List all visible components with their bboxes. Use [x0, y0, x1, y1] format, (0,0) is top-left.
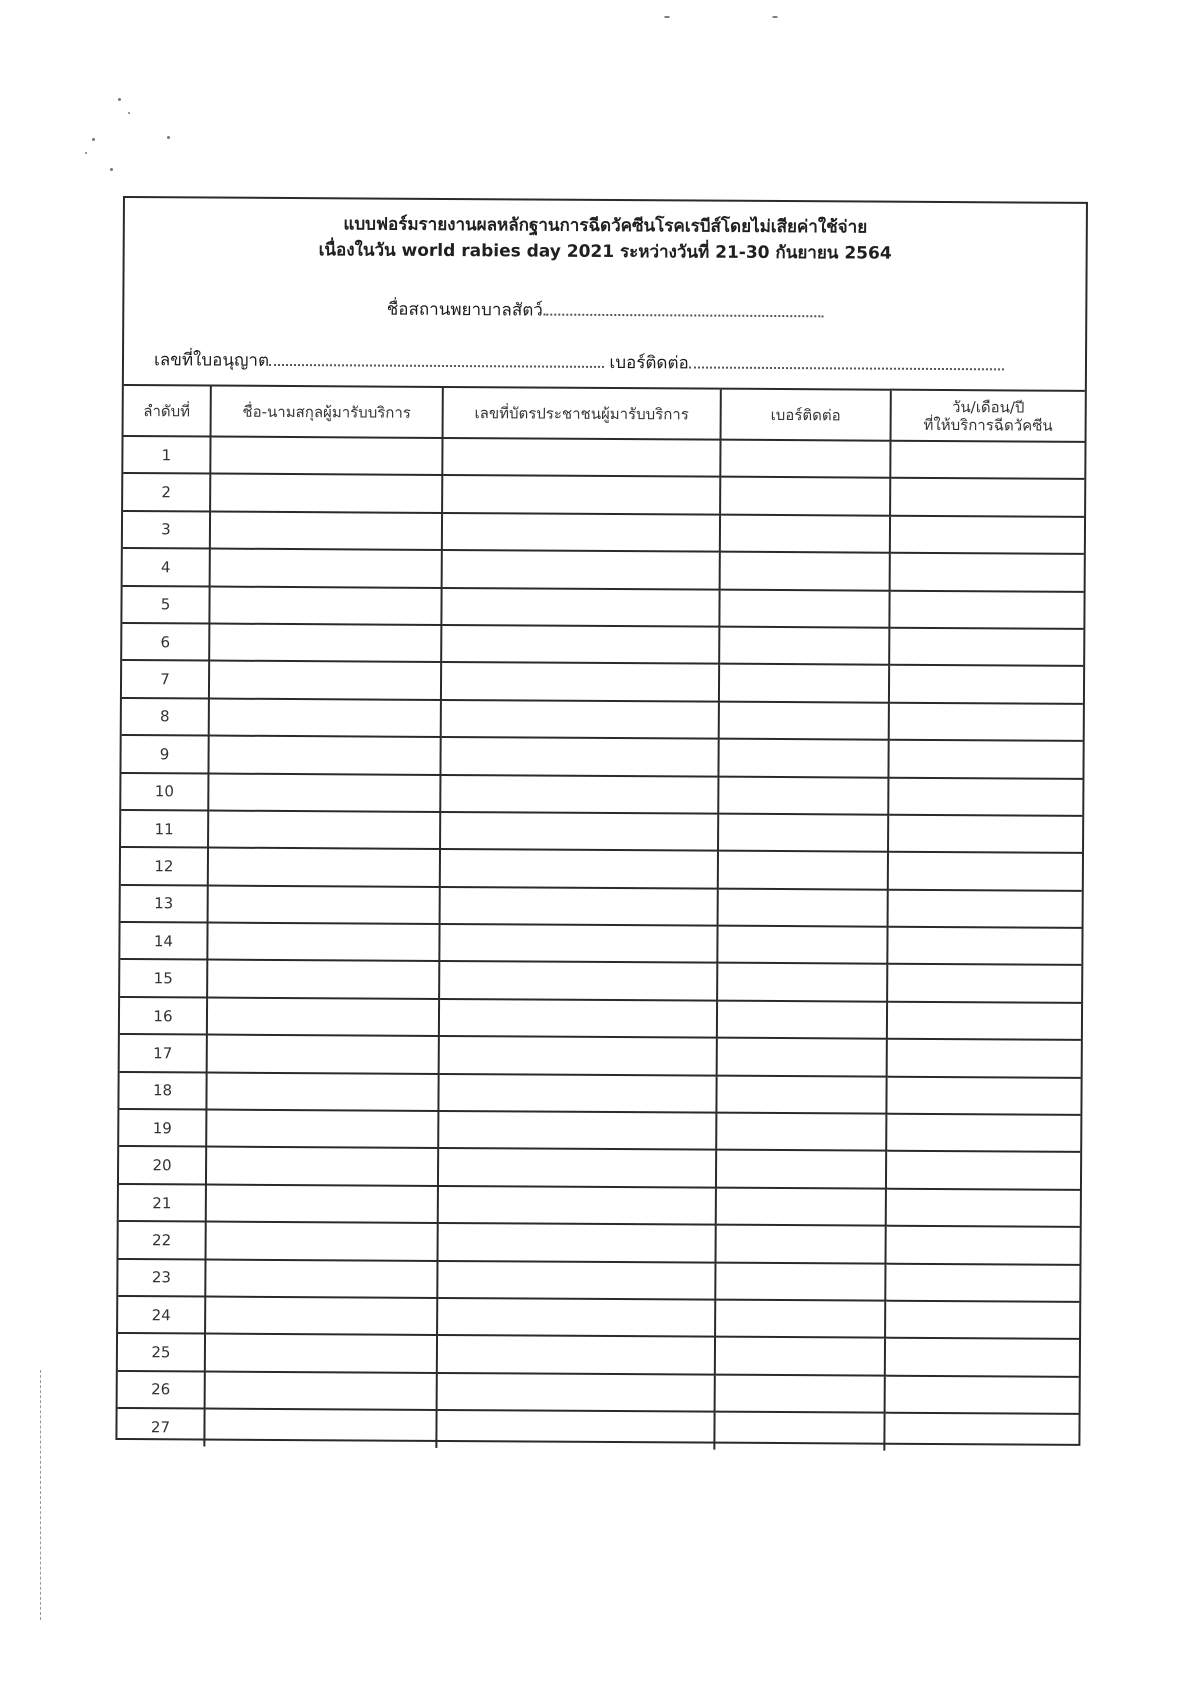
table-row [123, 473, 1084, 516]
hospital-name-field[interactable] [124, 294, 1085, 327]
table-row [118, 1333, 1079, 1376]
form-header [124, 198, 1086, 392]
phone-cell[interactable] [720, 552, 890, 590]
id-card-cell[interactable] [441, 700, 719, 739]
row-number: 8 [122, 698, 209, 736]
table-row [118, 1371, 1079, 1414]
row-number: 19 [119, 1109, 206, 1147]
row-number: 16 [120, 997, 207, 1035]
name-cell[interactable] [210, 549, 442, 588]
scan-speck [167, 136, 170, 139]
name-cell[interactable] [204, 1409, 436, 1448]
id-card-cell[interactable] [441, 625, 719, 664]
id-card-cell[interactable] [437, 1335, 715, 1374]
id-card-cell[interactable] [437, 1298, 715, 1337]
row-number: 15 [120, 959, 207, 997]
row-number: 20 [119, 1146, 206, 1184]
phone-cell[interactable] [718, 888, 888, 926]
id-card-cell[interactable] [442, 550, 720, 589]
date-cell[interactable] [890, 478, 1084, 517]
row-number: 23 [118, 1259, 205, 1297]
name-cell[interactable] [210, 437, 442, 476]
table-row [120, 959, 1081, 1002]
hospital-name-blank[interactable] [543, 300, 823, 318]
table-row [119, 1072, 1080, 1115]
license-phone-line [154, 346, 1055, 379]
id-card-cell[interactable] [439, 1036, 717, 1075]
id-card-cell[interactable] [438, 1148, 716, 1187]
name-cell[interactable] [206, 1222, 438, 1261]
table-header-row [124, 386, 1085, 442]
scan-edge-mark [40, 1370, 42, 1620]
row-number: 21 [119, 1184, 206, 1222]
form-title-line1: แบบฟอร์มรายงานผลหลักฐานการฉีดวัคซีนโรคเรบีส์โดยไม่เสียค่าใช้จ่าย [343, 214, 868, 238]
table-row [121, 885, 1082, 928]
date-cell[interactable] [885, 1263, 1079, 1302]
name-cell[interactable] [206, 1110, 438, 1149]
scan-speck [772, 16, 778, 18]
header-date [891, 391, 1085, 442]
date-cell[interactable] [885, 1338, 1079, 1377]
name-cell[interactable] [208, 736, 440, 775]
phone-cell[interactable] [719, 627, 889, 665]
form-title-line2: เนื่องในวัน world rabies day 2021 ระหว่างวันที่ 21-30 กันยายน 2564 [318, 240, 892, 264]
phone-cell[interactable] [716, 1187, 886, 1225]
name-cell[interactable] [206, 1072, 438, 1111]
table-row [123, 548, 1084, 591]
row-number: 6 [122, 623, 209, 661]
row-number: 3 [123, 511, 210, 549]
header-id-card: เลขที่บัตรประชาชนผู้มารับบริการ [443, 388, 721, 440]
table-row [117, 1408, 1078, 1451]
row-number: 2 [123, 473, 210, 511]
name-cell[interactable] [209, 623, 441, 662]
phone-label: เบอร์ติดต่อ [609, 352, 689, 374]
row-number: 13 [121, 885, 208, 923]
name-cell[interactable] [206, 1147, 438, 1186]
id-card-cell[interactable] [437, 1373, 715, 1412]
row-number: 12 [121, 847, 208, 885]
table-row [120, 1034, 1081, 1077]
id-card-cell[interactable] [440, 887, 718, 926]
name-cell[interactable] [209, 698, 441, 737]
phone-cell[interactable] [717, 1001, 887, 1039]
date-cell[interactable] [886, 1188, 1080, 1227]
phone-cell[interactable] [715, 1300, 885, 1338]
id-card-cell[interactable] [442, 475, 720, 514]
id-card-cell[interactable] [439, 961, 717, 1000]
table-row [123, 436, 1084, 479]
id-card-cell[interactable] [438, 1111, 716, 1150]
vaccination-table [117, 386, 1084, 1451]
row-number: 14 [120, 922, 207, 960]
date-cell[interactable] [889, 628, 1083, 667]
scan-speck [128, 112, 130, 114]
id-card-cell[interactable] [438, 1186, 716, 1225]
name-cell[interactable] [208, 848, 440, 887]
phone-cell[interactable] [718, 739, 888, 777]
row-number: 5 [122, 586, 209, 624]
header-date-line2: ที่ให้บริการฉีดวัคซีน [923, 415, 1053, 435]
table-row [119, 1184, 1080, 1227]
id-card-cell[interactable] [438, 1223, 716, 1262]
phone-cell[interactable] [720, 514, 890, 552]
id-card-cell[interactable] [442, 513, 720, 552]
scan-speck [92, 138, 95, 141]
table-row [122, 698, 1083, 741]
row-number: 17 [120, 1034, 207, 1072]
table-row [121, 810, 1082, 853]
name-cell[interactable] [209, 661, 441, 700]
table-row [121, 735, 1082, 778]
table-row [119, 1109, 1080, 1152]
phone-cell[interactable] [716, 1075, 886, 1113]
row-number: 25 [118, 1333, 205, 1371]
date-cell[interactable] [888, 740, 1082, 779]
phone-cell[interactable] [715, 1225, 885, 1263]
phone-cell[interactable] [715, 1374, 885, 1412]
date-cell[interactable] [886, 1151, 1080, 1190]
row-number: 11 [121, 810, 208, 848]
rabies-report-form [115, 196, 1088, 1446]
date-cell[interactable] [886, 1114, 1080, 1153]
name-cell[interactable] [210, 511, 442, 550]
row-number: 24 [118, 1296, 205, 1334]
phone-cell[interactable] [714, 1412, 884, 1450]
date-cell[interactable] [889, 590, 1083, 629]
table-row [119, 1146, 1080, 1189]
date-cell[interactable] [890, 553, 1084, 592]
license-blank[interactable] [269, 350, 604, 368]
row-number: 18 [119, 1072, 206, 1110]
header-no: ลำดับที่ [124, 386, 211, 437]
name-cell[interactable] [207, 997, 439, 1036]
scan-speck [118, 98, 121, 101]
id-card-cell[interactable] [440, 737, 718, 776]
table-row [120, 922, 1081, 965]
phone-cell[interactable] [717, 963, 887, 1001]
name-cell[interactable] [210, 474, 442, 513]
name-cell[interactable] [207, 1035, 439, 1074]
license-label: เลขที่ใบอนุญาต [153, 350, 270, 371]
name-cell[interactable] [205, 1334, 437, 1373]
date-cell[interactable] [890, 441, 1084, 480]
phone-cell[interactable] [717, 926, 887, 964]
date-cell[interactable] [884, 1413, 1078, 1452]
row-number: 27 [117, 1408, 204, 1446]
date-cell[interactable] [888, 852, 1082, 891]
phone-cell[interactable] [719, 701, 889, 739]
date-cell[interactable] [888, 777, 1082, 816]
table-row [118, 1296, 1079, 1339]
table-row [118, 1259, 1079, 1302]
date-cell[interactable] [888, 889, 1082, 928]
date-cell[interactable] [887, 1039, 1081, 1078]
table-row [121, 847, 1082, 890]
table-row [122, 623, 1083, 666]
date-cell[interactable] [889, 665, 1083, 704]
phone-cell[interactable] [715, 1262, 885, 1300]
phone-cell[interactable] [715, 1337, 885, 1375]
name-cell[interactable] [208, 773, 440, 812]
table-row [122, 586, 1083, 629]
id-card-cell[interactable] [438, 1074, 716, 1113]
phone-cell[interactable] [718, 814, 888, 852]
id-card-cell[interactable] [439, 924, 717, 963]
id-card-cell[interactable] [437, 1261, 715, 1300]
id-card-cell[interactable] [439, 999, 717, 1038]
date-cell[interactable] [886, 1076, 1080, 1115]
name-cell[interactable] [205, 1259, 437, 1298]
name-cell[interactable] [205, 1371, 437, 1410]
date-cell[interactable] [887, 927, 1081, 966]
table-row [121, 773, 1082, 816]
table-row [123, 511, 1084, 554]
date-cell[interactable] [887, 964, 1081, 1003]
phone-cell[interactable] [720, 477, 890, 515]
id-card-cell[interactable] [440, 849, 718, 888]
phone-cell[interactable] [720, 440, 890, 478]
id-card-cell[interactable] [442, 438, 720, 477]
header-date-line1: วัน/เดือน/ปี [951, 397, 1025, 417]
phone-cell[interactable] [716, 1150, 886, 1188]
date-cell[interactable] [887, 1002, 1081, 1041]
name-cell[interactable] [206, 1184, 438, 1223]
table-row [122, 660, 1083, 703]
phone-cell[interactable] [717, 1038, 887, 1076]
id-card-cell[interactable] [441, 662, 719, 701]
form-title [125, 210, 1086, 268]
header-name: ชื่อ-นามสกุลผู้มารับบริการ [211, 387, 443, 438]
name-cell[interactable] [208, 885, 440, 924]
id-card-cell[interactable] [440, 774, 718, 813]
scan-speck [664, 16, 670, 18]
id-card-cell[interactable] [436, 1410, 714, 1449]
name-cell[interactable] [209, 586, 441, 625]
date-cell[interactable] [885, 1226, 1079, 1265]
table-row [119, 1221, 1080, 1264]
id-card-cell[interactable] [441, 588, 719, 627]
date-cell[interactable] [885, 1301, 1079, 1340]
phone-cell[interactable] [719, 664, 889, 702]
scan-speck [110, 168, 113, 171]
phone-blank[interactable] [689, 352, 1004, 370]
header-phone: เบอร์ติดต่อ [721, 390, 891, 441]
row-number: 7 [122, 660, 209, 698]
name-cell[interactable] [208, 810, 440, 849]
row-number: 22 [119, 1221, 206, 1259]
date-cell[interactable] [890, 515, 1084, 554]
phone-cell[interactable] [718, 851, 888, 889]
phone-cell[interactable] [716, 1113, 886, 1151]
date-cell[interactable] [888, 815, 1082, 854]
hospital-name-label: ชื่อสถานพยาบาลสัตว์ [386, 299, 543, 321]
row-number: 10 [121, 773, 208, 811]
phone-cell[interactable] [719, 589, 889, 627]
row-number: 1 [123, 436, 210, 474]
id-card-cell[interactable] [440, 812, 718, 851]
phone-cell[interactable] [718, 776, 888, 814]
name-cell[interactable] [207, 923, 439, 962]
row-number: 9 [121, 735, 208, 773]
row-number: 4 [123, 548, 210, 586]
name-cell[interactable] [207, 960, 439, 999]
date-cell[interactable] [885, 1375, 1079, 1414]
name-cell[interactable] [205, 1297, 437, 1336]
table-row [120, 997, 1081, 1040]
row-number: 26 [118, 1371, 205, 1409]
date-cell[interactable] [889, 702, 1083, 741]
scan-speck [85, 152, 87, 154]
